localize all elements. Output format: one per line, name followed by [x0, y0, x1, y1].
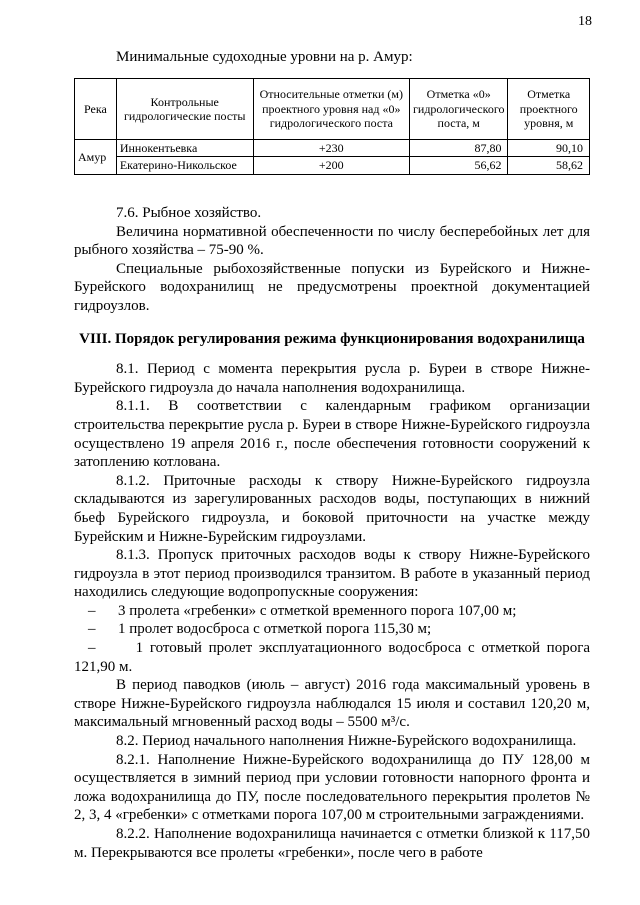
dash-mark: – [88, 602, 96, 619]
body-text [74, 204, 590, 862]
header-relative: Относительные отметки (м) проектного уровня над «0» гидрологического поста [253, 79, 409, 140]
paragraph-8-2: 8.2. Период начального наполнения Нижне-Бурейского водохранилища. [116, 733, 577, 750]
zero-cell: 87,80 [409, 140, 507, 157]
post-cell: Екатерино-Никольское [116, 157, 253, 174]
header-zero: Отметка «0» гидрологического поста, м [409, 79, 507, 140]
fish-paragraph-1: Величина нормативной обеспеченности по числу бесперебойных лет для рыбного хозяйства – 75-90 %. [74, 223, 590, 259]
flood-paragraph: В период паводков (июль – август) 2016 года максимальный уровень в створе Нижне-Бурейского гидроузла наблюдался 15 июля и составил 120,20 м, максимальный мгновенный расход воды – 5500 м³/с. [74, 677, 590, 731]
dash-mark: – [88, 640, 96, 657]
table-header-row [75, 79, 590, 140]
header-design: Отметка проектного уровня, м [508, 79, 590, 140]
design-cell: 58,62 [508, 157, 590, 174]
list-item-text: 1 готовый пролет эксплуатационного водосброса с отметкой порога 121,90 м. [74, 640, 591, 675]
relative-cell: +200 [253, 157, 409, 174]
list-item [74, 602, 590, 621]
zero-cell: 56,62 [409, 157, 507, 174]
dash-mark: – [88, 621, 96, 638]
header-river: Река [75, 79, 117, 140]
list-item-text: 3 пролета «гребенки» с отметкой временного порога 107,00 м; [118, 602, 517, 619]
post-cell: Иннокентьевка [116, 140, 253, 157]
header-posts: Контрольные гидрологические посты [116, 79, 253, 140]
river-cell: Амур [75, 140, 117, 175]
list-item [74, 639, 590, 676]
paragraph-8-1-2: 8.1.2. Приточные расходы к створу Нижне-Бурейского гидроузла складываются из зарегулированных расходов воды, поступающих в нижний бьеф Бурейского гидроузла, и боковой приточности на участке между Бурейским и Нижне-Бурейским гидроузлами. [74, 472, 590, 545]
relative-cell: +230 [253, 140, 409, 157]
list-item-text: 1 пролет водосброса с отметкой порога 115,30 м; [118, 621, 432, 638]
fish-heading: 7.6. Рыбное хозяйство. [116, 205, 262, 221]
paragraph-8-2-1: 8.2.1. Наполнение Нижне-Бурейского водохранилища до ПУ 128,00 м осуществляется в зимний период при условии готовности напорного фронта и ложа водохранилища до ПУ, после последовательного перекрытия пролетов № 2, 3, 4 «гребенки» с отметками порога 107,00 м строительными заграждениями. [74, 751, 590, 824]
table-row [75, 157, 590, 174]
paragraph-8-2-2: 8.2.2. Наполнение водохранилища начинается с отметки близкой к 117,50 м. Перекрываются все пролеты «гребенки», после чего в работе [74, 826, 590, 861]
section-title: VIII. Порядок регулирования режима функционирования водохранилища [79, 330, 585, 347]
paragraph-8-1-3: 8.1.3. Пропуск приточных расходов воды к створу Нижне-Бурейского гидроузла в этот период производился транзитом. В работе в указанный период находились следующие водопропускные сооружения: [74, 547, 590, 601]
page-number: 18 [578, 14, 592, 29]
table-row [75, 140, 590, 157]
table-caption: Минимальные судоходные уровни на р. Амур: [116, 49, 413, 65]
list-item [74, 620, 590, 639]
fish-paragraph-2: Специальные рыбохозяйственные попуски из Бурейского и Нижне-Бурейского водохранилищ не предусмотрены проектной документацией гидроузлов. [74, 260, 590, 314]
design-cell: 90,10 [508, 140, 590, 157]
paragraph-8-1-1: 8.1.1. В соответствии с календарным графиком организации строительства перекрытие русла р. Буреи в створе Нижне-Бурейского гидроузла осуществлено 19 апреля 2016 г., после обеспечения готовности сооружений к затоплению котлована. [74, 398, 590, 471]
paragraph-8-1: 8.1. Период с момента перекрытия русла р. Буреи в створе Нижне-Бурейского гидроузла до начала наполнения водохранилища. [74, 361, 590, 396]
navigation-levels-table [74, 78, 590, 175]
